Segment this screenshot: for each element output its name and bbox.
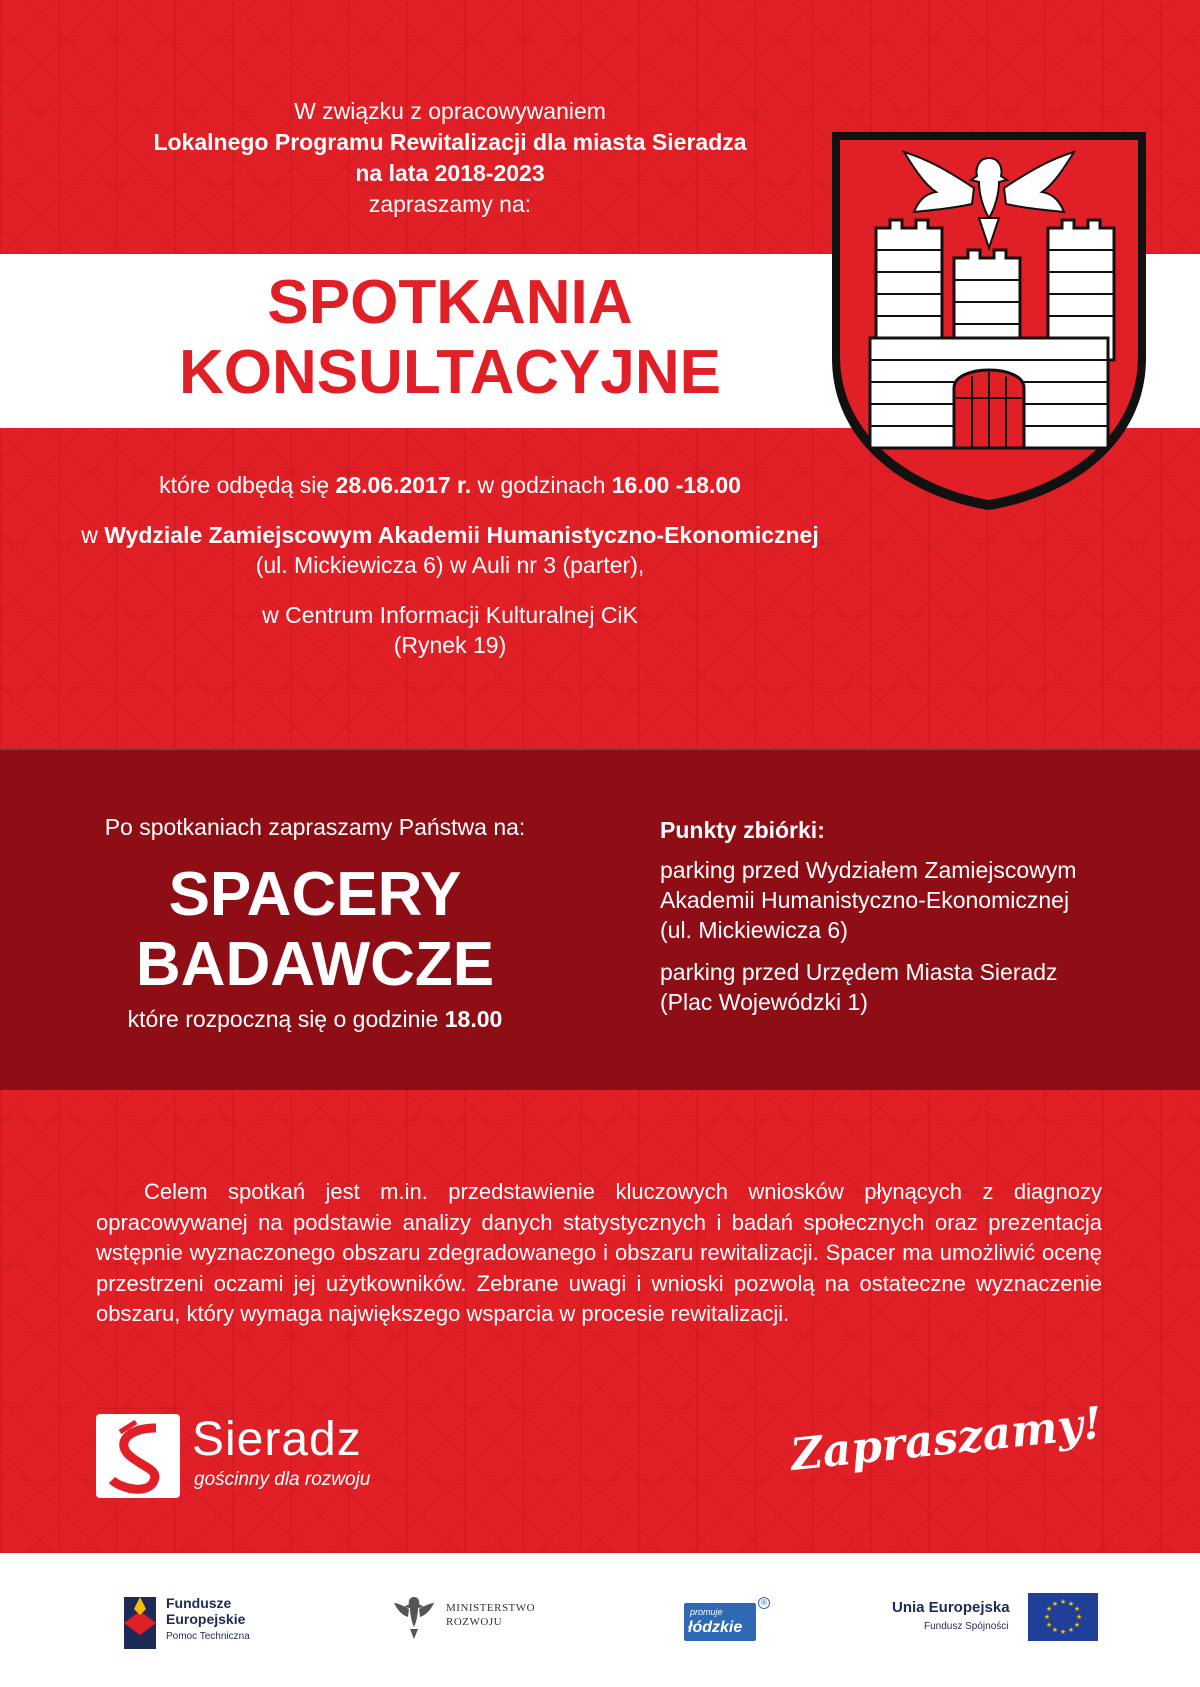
- meeting-point-2-line-1: parking przed Urzędem Miasta Sieradz: [660, 959, 1058, 985]
- lodzkie-small: promuje: [690, 1607, 723, 1617]
- fe-line-1: Fundusze: [166, 1595, 232, 1611]
- ue-subtitle: Fundusz Spójności: [924, 1621, 1009, 1632]
- walks-time-value: 18.00: [444, 1006, 503, 1032]
- svg-text:★: ★: [1073, 1605, 1081, 1613]
- meeting-point-1: [660, 855, 1160, 945]
- svg-text:★: ★: [1043, 1613, 1051, 1621]
- footer-logos: [0, 1553, 1200, 1687]
- headline: [90, 268, 810, 408]
- hours-prefix: w godzinach: [471, 472, 612, 498]
- intro-text: [120, 96, 780, 220]
- fundusze-europejskie-icon: [120, 1593, 160, 1653]
- intro-line-2: Lokalnego Programu Rewitalizacji dla miasta Sieradza: [153, 129, 747, 155]
- meeting-hours: 16.00 -18.00: [611, 472, 741, 498]
- sieradz-logo-icon: [96, 1414, 180, 1498]
- meeting-point-1-line-2: Akademii Humanistyczno-Ekonomicznej: [660, 887, 1070, 913]
- meeting-point-1-line-1: parking przed Wydziałem Zamiejscowym: [660, 857, 1077, 883]
- meeting-points: [660, 815, 1160, 1029]
- ministry-name: [446, 1601, 535, 1629]
- closing-invitation: Zapraszamy!: [788, 1397, 1105, 1482]
- venue-1-name: Wydziale Zamiejscowym Akademii Humanistyczno-Ekonomicznej: [104, 522, 819, 548]
- walks-time-prefix: które rozpoczną się o godzinie: [127, 1006, 445, 1032]
- fe-line-2: Europejskie: [166, 1611, 246, 1627]
- meeting-point-1-line-3: (ul. Mickiewicza 6): [660, 917, 848, 943]
- sieradz-logo-tagline: gościnny dla rozwoju: [194, 1469, 371, 1490]
- headline-line-1: SPOTKANIA: [267, 268, 633, 337]
- svg-text:★: ★: [1059, 1598, 1067, 1606]
- meeting-details: [40, 470, 860, 680]
- venue-2: [40, 600, 860, 660]
- fundusze-europejskie-logo: [120, 1593, 300, 1653]
- svg-text:★: ★: [1051, 1626, 1059, 1634]
- intro-line-3: na lata 2018-2023: [355, 160, 545, 186]
- meeting-point-2: [660, 957, 1160, 1017]
- fe-title: [166, 1595, 245, 1627]
- meeting-date: 28.06.2017 r.: [335, 472, 472, 498]
- venue-2-name: w Centrum Informacji Kulturalnej CiK: [262, 602, 638, 628]
- svg-text:★: ★: [1067, 1600, 1075, 1608]
- intro-line-4: zapraszamy na:: [368, 191, 532, 217]
- promuje-lodzkie-logo: [684, 1597, 770, 1645]
- venue-1-prefix: w: [81, 522, 105, 548]
- venue-1: [40, 520, 860, 580]
- date-prefix: które odbędą się: [159, 472, 336, 498]
- walks-intro: Po spotkaniach zapraszamy Państwa na:: [104, 814, 526, 840]
- sieradz-coat-of-arms-icon: [824, 128, 1154, 514]
- meeting-date-line: [40, 470, 860, 500]
- walks-title-line-1: SPACERY: [168, 860, 462, 929]
- purpose-paragraph: Celem spotkań jest m.in. przedstawienie kluczowych wniosków płynących z diagnozy opracowywanej na podstawie analizy danych statystycznych i badań społecznych oraz prezentacja wstępnie wyznaczonego obszaru zdegradowanego i obszaru rewitalizacji. Spacer ma umożliwić ocenę przestrzeni oczami jej użytkowników. Zebrane uwagi i wnioski pozwolą na ostateczne wyznaczenie obszaru, który wymaga największego wsparcia w procesie rewitalizacji.: [96, 1179, 1102, 1326]
- lodzkie-big: łódzkie: [688, 1619, 743, 1636]
- polish-eagle-icon: [392, 1593, 436, 1643]
- walks-title: [70, 860, 560, 1000]
- svg-text:★: ★: [1059, 1628, 1067, 1636]
- svg-text:★: ★: [1045, 1621, 1053, 1629]
- registered-icon: ®: [758, 1597, 770, 1609]
- unia-europejska-logo: [890, 1593, 1100, 1653]
- venue-2-address: (Rynek 19): [393, 632, 507, 658]
- meeting-points-heading: Punkty zbiórki:: [660, 817, 825, 843]
- walks-announcement: [70, 812, 560, 1034]
- ministry-line-1: MINISTERSTWO: [446, 1602, 536, 1614]
- ue-title: Unia Europejska: [892, 1599, 1010, 1616]
- sieradz-logo-name: Sieradz: [192, 1413, 362, 1466]
- svg-text:★: ★: [1075, 1613, 1083, 1621]
- walks-time: [70, 1004, 560, 1034]
- svg-text:★: ★: [1073, 1621, 1081, 1629]
- ministry-line-2: ROZWOJU: [446, 1616, 503, 1628]
- fe-subtitle: Pomoc Techniczna: [166, 1631, 250, 1642]
- svg-text:★: ★: [1051, 1600, 1059, 1608]
- intro-line-1: W związku z opracowywaniem: [294, 98, 606, 124]
- ministerstwo-rozwoju-logo: [392, 1593, 572, 1653]
- svg-text:★: ★: [1045, 1605, 1053, 1613]
- svg-text:★: ★: [1067, 1626, 1075, 1634]
- meeting-point-2-line-2: (Plac Wojewódzki 1): [660, 989, 868, 1015]
- eu-flag-icon: [1028, 1593, 1098, 1641]
- walks-title-line-2: BADAWCZE: [135, 930, 495, 999]
- venue-1-address: (ul. Mickiewicza 6) w Auli nr 3 (parter),: [255, 552, 645, 578]
- headline-line-2: KONSULTACYJNE: [179, 338, 721, 407]
- sieradz-logo: [96, 1410, 456, 1500]
